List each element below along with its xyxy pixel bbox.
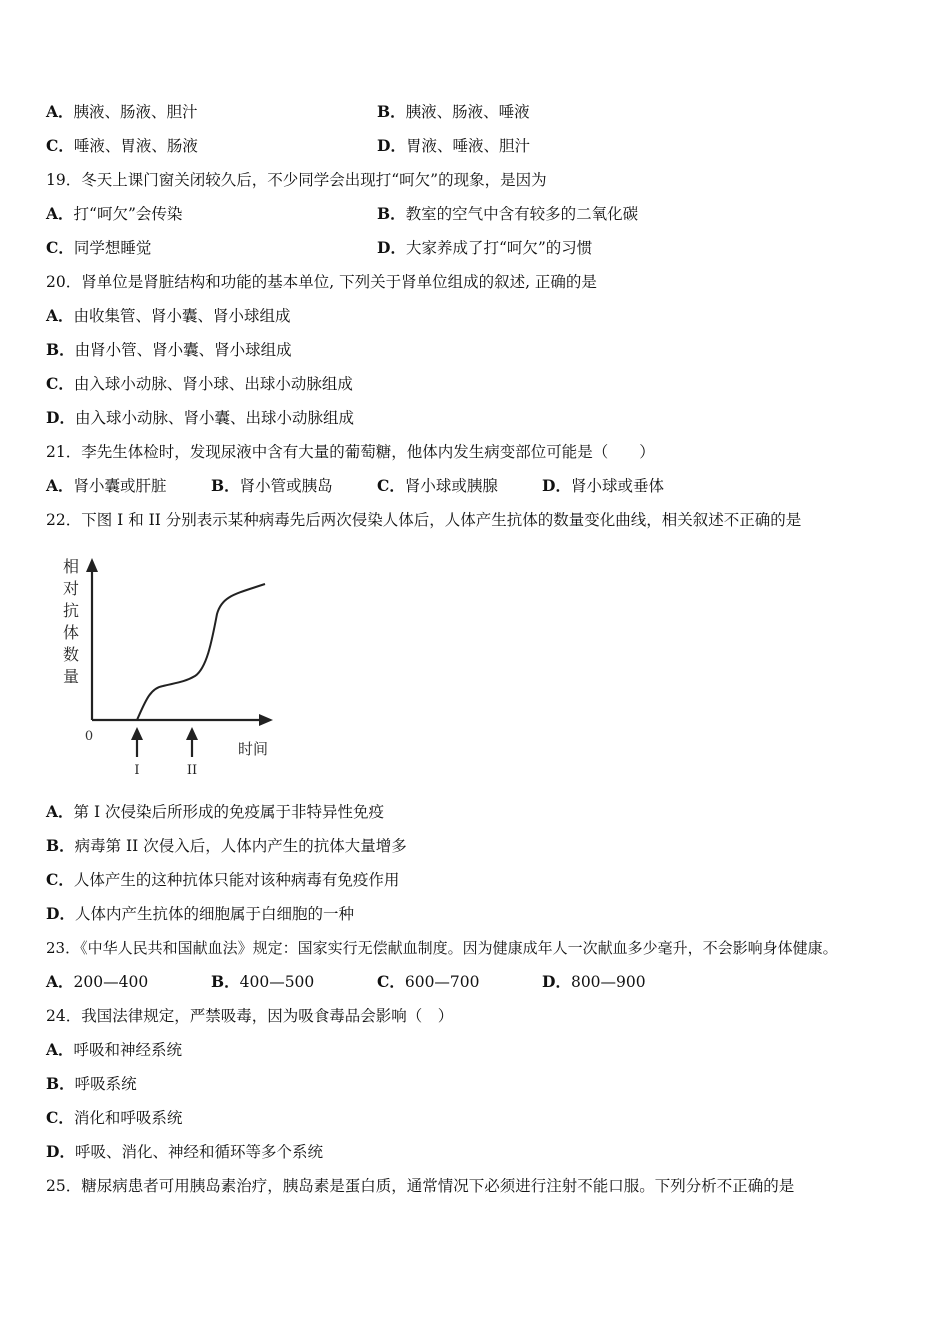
- q20-option-b: B．由肾小管、肾小囊、肾小球组成: [46, 340, 292, 359]
- origin-label: 0: [84, 729, 94, 744]
- q22-option-c: C．人体产生的这种抗体只能对该种病毒有免疫作用: [46, 870, 400, 889]
- q24-option-a: A．呼吸和神经系统: [46, 1040, 183, 1059]
- q19-option-a: A．打“呵欠”会传染: [46, 204, 183, 223]
- y-axis-label-char: 数: [62, 645, 80, 664]
- x-axis-label: 时间: [237, 740, 269, 758]
- q23-option-b: B．400—500: [211, 972, 315, 991]
- q23-option-a: A．200—400: [46, 972, 149, 991]
- q23-option-c: C．600—700: [377, 972, 480, 991]
- arrow-infection-2-head: [186, 727, 198, 740]
- q24-option-b: B．呼吸系统: [46, 1074, 137, 1093]
- arrow-infection-2-label: II: [186, 763, 198, 778]
- q20-option-d: D．由入球小动脉、肾小囊、出球小动脉组成: [46, 408, 354, 427]
- q20-option-a: A．由收集管、肾小囊、肾小球组成: [46, 306, 291, 325]
- y-axis-label-char: 相: [62, 557, 80, 576]
- q18-option-c: C．唾液、胃液、肠液: [46, 136, 198, 155]
- q18-option-a: A．胰液、肠液、胆汁: [46, 102, 198, 121]
- q19-option-b: B．教室的空气中含有较多的二氧化碳: [377, 204, 639, 223]
- q23-option-d: D．800—900: [542, 972, 646, 991]
- arrow-infection-1-head: [131, 727, 143, 740]
- q21-option-a: A．肾小囊或肝脏: [46, 476, 167, 495]
- q21-option-c: C．肾小球或胰腺: [377, 476, 498, 495]
- q23-stem: 23．《中华人民共和国献血法》规定：国家实行无偿献血制度。因为健康成年人一次献血多少毫升，不会影响身体健康。: [46, 939, 838, 957]
- q21-stem: 21．李先生体检时，发现尿液中含有大量的葡萄糖，他体内发生病变部位可能是（ ）: [46, 443, 655, 461]
- q18-option-b: B．胰液、肠液、唾液: [377, 102, 530, 121]
- y-axis-label-char: 对: [62, 579, 80, 598]
- q20-stem: 20．肾单位是肾脏结构和功能的基本单位, 下列关于肾单位组成的叙述, 正确的是: [46, 273, 597, 291]
- q20-option-c: C．由入球小动脉、肾小球、出球小动脉组成: [46, 374, 353, 393]
- q21-option-b: B．肾小管或胰岛: [211, 476, 333, 495]
- q22-stem: 22．下图 I 和 II 分别表示某种病毒先后两次侵染人体后，人体产生抗体的数量变化曲线，相关叙述不正确的是: [46, 511, 802, 529]
- antibody-curve-figure: [55, 552, 295, 782]
- arrow-infection-1-label: I: [134, 763, 140, 778]
- y-axis-label-char: 量: [62, 667, 80, 686]
- q19-stem: 19．冬天上课门窗关闭较久后，不少同学会出现打“呵欠”的现象，是因为: [46, 171, 547, 189]
- q24-stem: 24．我国法律规定，严禁吸毒，因为吸食毒品会影响（ ）: [46, 1007, 454, 1025]
- y-axis-label-char: 抗: [62, 601, 80, 620]
- x-axis-arrowhead: [259, 714, 273, 726]
- q25-stem: 25．糖尿病患者可用胰岛素治疗，胰岛素是蛋白质，通常情况下必须进行注射不能口服。下列分析不正确的是: [46, 1177, 795, 1195]
- q22-option-d: D．人体内产生抗体的细胞属于白细胞的一种: [46, 904, 354, 923]
- antibody-curve: [137, 584, 265, 720]
- q19-option-c: C．同学想睡觉: [46, 238, 152, 257]
- y-axis-arrowhead: [86, 558, 98, 572]
- q24-option-c: C．消化和呼吸系统: [46, 1108, 183, 1127]
- y-axis-label-char: 体: [62, 623, 80, 642]
- q21-option-d: D．肾小球或垂体: [542, 476, 664, 495]
- q19-option-d: D．大家养成了打“呵欠”的习惯: [377, 238, 593, 257]
- q24-option-d: D．呼吸、消化、神经和循环等多个系统: [46, 1142, 323, 1161]
- q22-option-b: B．病毒第 II 次侵入后，人体内产生的抗体大量增多: [46, 836, 407, 855]
- q22-option-a: A．第 I 次侵染后所形成的免疫属于非特异性免疫: [46, 802, 385, 821]
- q18-option-d: D．胃液、唾液、胆汁: [377, 136, 530, 155]
